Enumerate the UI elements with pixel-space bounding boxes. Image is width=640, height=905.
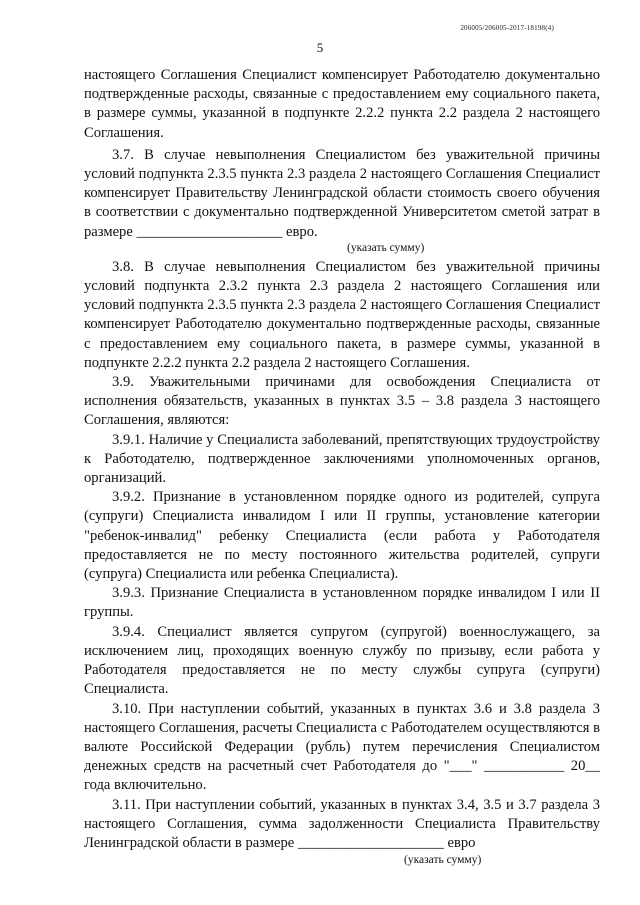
page-number: 5 xyxy=(316,40,324,55)
paragraph-3-9-3: 3.9.3. Признание Специалиста в установленном порядке инвалидом I или II группы. xyxy=(84,585,600,621)
paragraph-3-8: 3.8. В случае невыполнения Специалистом без уважительной причины условий подпункта 2.3.2 пункта 2.3 раздела 2 настоящего Соглашения или условий подпункта 2.3.5 пункта 2.3 раздела 2 настоящего Соглашения Специалист компенсирует Работодателю документально подтвержденные расходы, связанные с предоставлением ему социального пакета, в размере суммы, указанной в подпункте 2.2.2 пункта 2.2 раздела 2 настоящего Соглашения. xyxy=(84,258,600,371)
amount-note: (указать сумму) xyxy=(404,854,482,867)
paragraph-3-7: 3.7. В случае невыполнения Специалистом без уважительной причины условий подпункта 2.3.5 пункта 2.3 раздела 2 настоящего Соглашения Специалист компенсирует Правительству Ленинградской области стоимость своего обучения в соответствии с документально подтвержденной Университетом сметой затрат в размере ____________________ евро. xyxy=(84,146,600,240)
document-body xyxy=(84,66,600,868)
paragraph-continuation: настоящего Соглашения Специалист компенсирует Работодателю документально подтвержденные расходы, связанные с предоставлением ему социального пакета, в размере суммы, указанной в подпункте 2.2.2 пункта 2.2 раздела 2 настоящего Соглашения. xyxy=(84,67,600,141)
paragraph-3-9: 3.9. Уважительными причинами для освобождения Специалиста от исполнения обязательств, указанных в пунктах 3.5 – 3.8 раздела 3 настоящего Соглашения, являются: xyxy=(84,374,600,429)
paragraph-3-9-4: 3.9.4. Специалист является супругом (супругой) военнослужащего, за исключением лиц, проходящих военную службу по призыву, если работа у Работодателя предоставляется не по месту службы супруга (супруги) Специалиста. xyxy=(84,623,600,698)
paragraph-3-10: 3.10. При наступлении событий, указанных в пунктах 3.6 и 3.8 раздела 3 настоящего Соглашения, расчеты Специалиста с Работодателем осуществляются в валюте Российской Федерации (рубль) путем перечисления Специалистом денежных средств на расчетный счет Работодателя до "___" ___________ 20__ года включительно. xyxy=(84,700,600,794)
paragraph-3-11: 3.11. При наступлении событий, указанных в пунктах 3.4, 3.5 и 3.7 раздела 3 настоящего Соглашения, сумма задолженности Специалиста Правительству Ленинградской области в размере ____________________ евро xyxy=(84,796,600,851)
document-id: 206005/206005-2017-18198(4) xyxy=(460,24,554,32)
paragraph-3-9-1: 3.9.1. Наличие у Специалиста заболеваний, препятствующих трудоустройству к Работодателю, подтвержденное заключениями уполномоченных органов, организаций. xyxy=(84,431,600,487)
paragraph-3-9-2: 3.9.2. Признание в установленном порядке одного из родителей, супруга (супруги) Специалиста инвалидом I или II группы, установление категории "ребенок-инвалид" ребенку Специалиста (если работа у Работодателя предоставляется не по месту постоянного жительства родителей, супруги (супруга) Специалиста или ребенка Специалиста). xyxy=(84,489,600,583)
amount-note: (указать сумму) xyxy=(347,241,425,254)
